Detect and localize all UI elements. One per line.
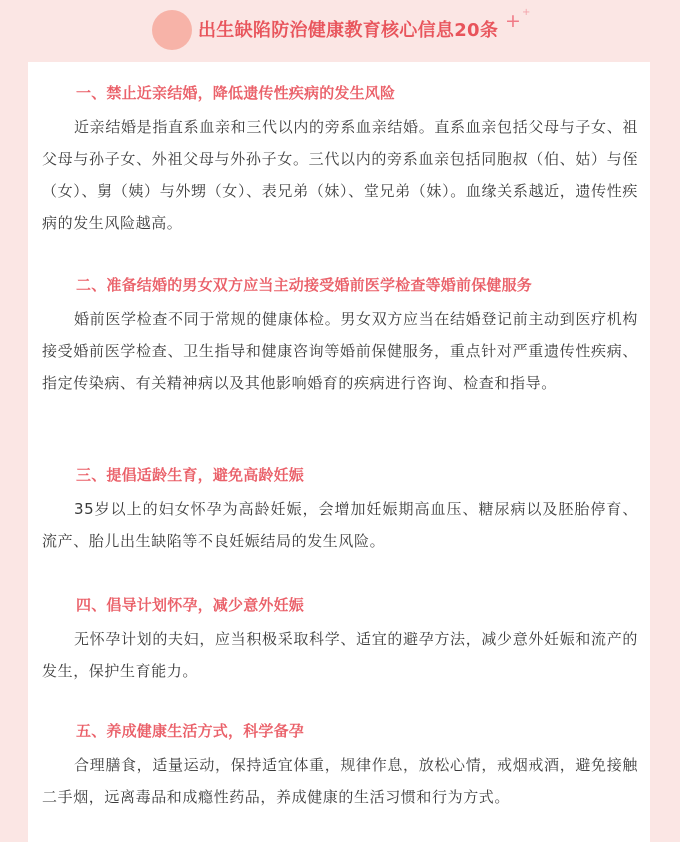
section-body: 35岁以上的妇女怀孕为高龄妊娠，会增加妊娠期高血压、糖尿病以及胚胎停育、流产、胎儿出生缺陷等不良妊娠结局的发生风险。 <box>42 500 638 550</box>
section-title: 一、禁止近亲结婚，降低遗传性疾病的发生风险 <box>76 84 396 102</box>
section-title: 四、倡导计划怀孕，减少意外妊娠 <box>76 596 305 614</box>
section-body: 近亲结婚是指直系血亲和三代以内的旁系血亲结婚。直系血亲包括父母与子女、祖父母与孙子女、外祖父母与外孙子女。三代以内的旁系血亲包括同胞叔（伯、姑）与侄（女）、舅（姨）与外甥（女）、表兄弟（妹）、堂兄弟（妹）。血缘关系越近，遗传性疾病的发生风险越高。 <box>42 118 638 232</box>
page-title: 出生缺陷防治健康教育核心信息20条 <box>198 20 499 41</box>
section-body: 合理膳食，适量运动，保持适宜体重，规律作息，放松心情，戒烟戒酒，避免接触二手烟，远离毒品和成瘾性药品，养成健康的生活习惯和行为方式。 <box>42 756 638 806</box>
section-title: 三、提倡适龄生育，避免高龄妊娠 <box>76 466 305 484</box>
sparkle-icon: + <box>505 10 521 32</box>
section-title: 二、准备结婚的男女双方应当主动接受婚前医学检查等婚前保健服务 <box>76 276 533 294</box>
title-circle-decoration <box>152 10 192 50</box>
sparkle-small-icon: + <box>522 7 531 18</box>
section-body: 婚前医学检查不同于常规的健康体检。男女双方应当在结婚登记前主动到医疗机构接受婚前医学检查、卫生指导和健康咨询等婚前保健服务，重点针对严重遗传性疾病、指定传染病、有关精神病以及其他影响婚育的疾病进行咨询、检查和指导。 <box>42 310 638 392</box>
section-body: 无怀孕计划的夫妇，应当积极采取科学、适宜的避孕方法，减少意外妊娠和流产的发生，保护生育能力。 <box>42 630 638 680</box>
content-card <box>28 62 650 842</box>
header <box>0 0 680 62</box>
section-title: 五、养成健康生活方式，科学备孕 <box>76 722 305 740</box>
